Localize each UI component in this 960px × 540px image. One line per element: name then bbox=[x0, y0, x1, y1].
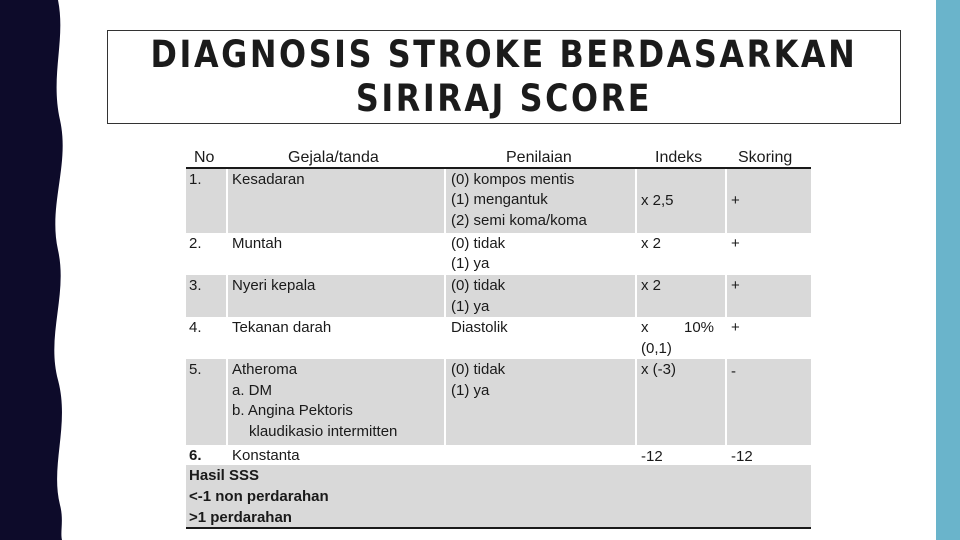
row-1-skoring: + bbox=[731, 192, 740, 209]
column-divider bbox=[725, 168, 727, 445]
row-5-penilaian-0: (0) tidak bbox=[451, 361, 506, 378]
row-2-penilaian-1: (1) ya bbox=[451, 255, 490, 272]
row-2-penilaian-0: (0) tidak bbox=[451, 235, 506, 252]
row-1-penilaian-1: (1) mengantuk bbox=[451, 191, 548, 208]
row-4-indeks-percent: 10% bbox=[684, 319, 715, 336]
row-5-gejala-2: b. Angina Pektoris bbox=[232, 402, 353, 419]
row-1-penilaian-2: (2) semi koma/koma bbox=[451, 212, 587, 229]
row-4-skoring: + bbox=[731, 319, 740, 336]
footer-line-2: >1 perdarahan bbox=[189, 509, 292, 526]
row-3-penilaian-1: (1) ya bbox=[451, 298, 490, 315]
row-2-no: 2. bbox=[189, 235, 202, 252]
row-1-no: 1. bbox=[189, 171, 202, 188]
row-5-skoring: - bbox=[731, 363, 736, 380]
row-5-penilaian-1: (1) ya bbox=[451, 382, 490, 399]
title-line-2: SIRIRAJ SCORE bbox=[355, 77, 653, 120]
row-1-indeks: x 2,5 bbox=[641, 192, 674, 209]
row-1-penilaian-0: (0) kompos mentis bbox=[451, 171, 575, 188]
column-divider bbox=[444, 168, 446, 445]
row-6-no: 6. bbox=[189, 447, 202, 464]
row-3-skoring: + bbox=[731, 277, 740, 294]
row-5-gejala-3: klaudikasio intermitten bbox=[249, 423, 398, 440]
row-6-gejala: Konstanta bbox=[232, 447, 300, 464]
row-4-penilaian-0: Diastolik bbox=[451, 319, 508, 336]
header-skoring: Skoring bbox=[738, 149, 793, 166]
row-3-indeks: x 2 bbox=[641, 277, 662, 294]
row-2-skoring: + bbox=[731, 235, 740, 252]
row-5-indeks: x (-3) bbox=[641, 361, 676, 378]
row-2-gejala: Muntah bbox=[232, 235, 283, 252]
row-4-gejala: Tekanan darah bbox=[232, 319, 332, 336]
row-5-no: 5. bbox=[189, 361, 202, 378]
row-6-indeks: -12 bbox=[641, 448, 663, 465]
title-line-1: DIAGNOSIS STROKE BERDASARKAN bbox=[150, 33, 858, 76]
header-indeks: Indeks bbox=[655, 149, 703, 166]
row-4-no: 4. bbox=[189, 319, 202, 336]
header-penilaian: Penilaian bbox=[506, 149, 572, 166]
row-4-indeks-x: x bbox=[641, 319, 649, 336]
header-no: No bbox=[194, 149, 215, 166]
row-4-indeks-factor: (0,1) bbox=[641, 340, 672, 357]
row-6-skoring: -12 bbox=[731, 448, 753, 465]
footer-line-1: <-1 non perdarahan bbox=[189, 488, 329, 505]
footer-line-0: Hasil SSS bbox=[189, 467, 260, 484]
row-3-penilaian-0: (0) tidak bbox=[451, 277, 506, 294]
column-divider bbox=[635, 168, 637, 445]
header-gejala: Gejala/tanda bbox=[288, 149, 379, 166]
row-1-gejala: Kesadaran bbox=[232, 171, 305, 188]
row-5-gejala-0: Atheroma bbox=[232, 361, 298, 378]
column-divider bbox=[226, 168, 228, 445]
row-3-gejala: Nyeri kepala bbox=[232, 277, 316, 294]
row-3-no: 3. bbox=[189, 277, 202, 294]
row-5-gejala-1: a. DM bbox=[232, 382, 273, 399]
row-2-indeks: x 2 bbox=[641, 235, 662, 252]
